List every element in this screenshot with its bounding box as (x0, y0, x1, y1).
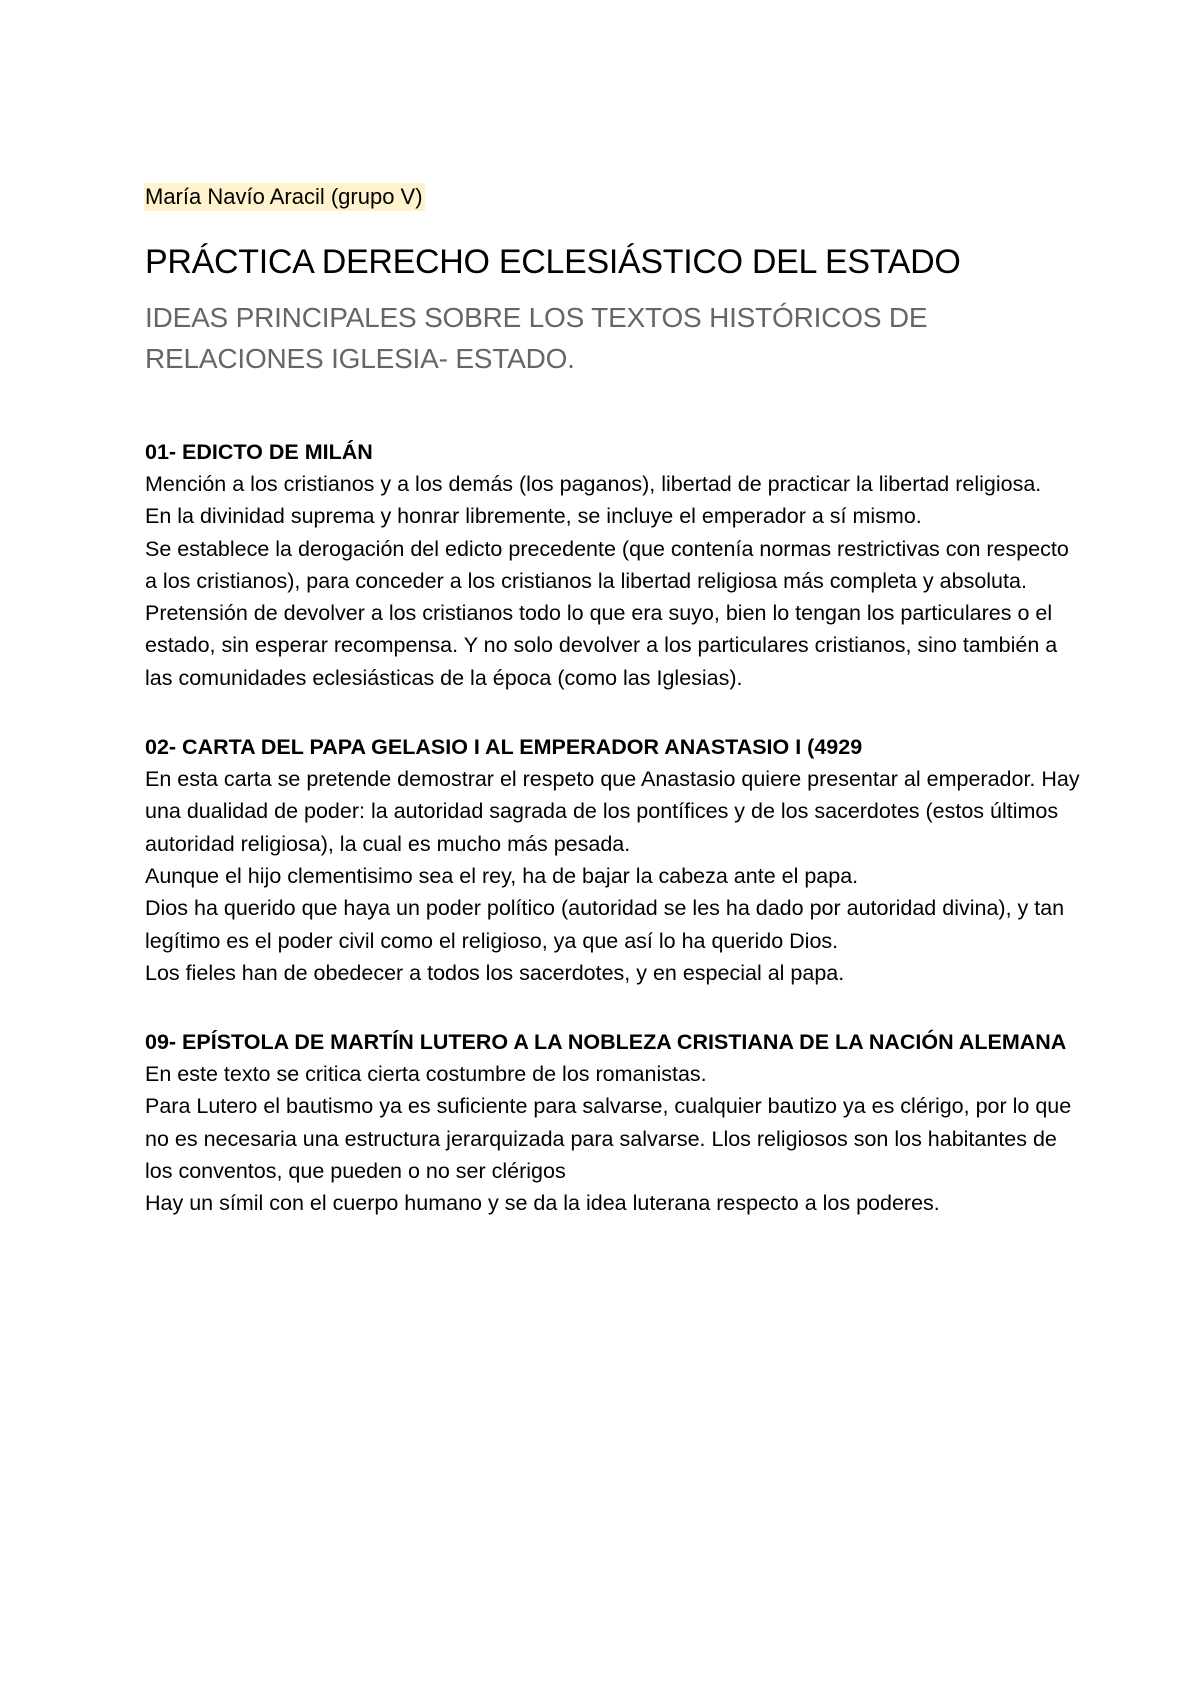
paragraph: En esta carta se pretende demostrar el respeto que Anastasio quiere presentar al emperador. Hay una dualidad de poder: la autoridad sagrada de los pontífices y de los sacerdotes (estos últimos autoridad religiosa), la cual es mucho más pesada. (145, 767, 1080, 856)
section-heading: 02- CARTA DEL PAPA GELASIO I AL EMPERADOR ANASTASIO I (4929 (145, 735, 863, 760)
paragraph: Para Lutero el bautismo ya es suficiente para salvarse, cualquier bautizo ya es clérigo, por lo que no es necesaria una estructura jerarquizada para salvarse. Llos religiosos son los habitantes de los conventos, que pueden o no ser clérigos (145, 1094, 1072, 1184)
document-subtitle: IDEAS PRINCIPALES SOBRE LOS TEXTOS HISTÓRICOS DE RELACIONES IGLESIA- ESTADO. (145, 302, 928, 374)
paragraph: Dios ha querido que haya un poder político (autoridad se les ha dado por autoridad divina), y tan legítimo es el poder civil como el religioso, ya que así lo ha querido Dios. (145, 896, 1065, 953)
author-name: María Navío Aracil (grupo V) (145, 184, 423, 209)
paragraph: Mención a los cristianos y a los demás (los paganos), libertad de practicar la libertad religiosa. (145, 472, 1042, 496)
section-epistola-lutero (145, 1026, 1085, 1219)
document-page (145, 183, 1085, 1220)
section-carta-papa-gelasio (145, 731, 1085, 989)
paragraph: Se establece la derogación del edicto precedente (que contenía normas restrictivas con respecto a los cristianos), para conceder a los cristianos la libertad religiosa más completa y absoluta. (145, 536, 1069, 593)
paragraph: Pretensión de devolver a los cristianos todo lo que era suyo, bien lo tengan los particulares o el estado, sin esperar recompensa. Y no solo devolver a los particulares cristianos, sino también a las comunidades eclesiásticas de la época (como las Iglesias). (145, 601, 1058, 690)
paragraph: Aunque el hijo clementisimo sea el rey, ha de bajar la cabeza ante el papa. (145, 863, 859, 888)
section-edicto-de-milan (145, 436, 1085, 694)
paragraph: Los fieles han de obedecer a todos los sacerdotes, y en especial al papa. (145, 960, 845, 985)
paragraph: Hay un símil con el cuerpo humano y se da la idea luterana respecto a los poderes. (145, 1191, 940, 1216)
paragraph: En la divinidad suprema y honrar libremente, se incluye el emperador a sí mismo. (145, 504, 922, 529)
section-heading: 01- EDICTO DE MILÁN (145, 440, 373, 464)
section-heading: 09- EPÍSTOLA DE MARTÍN LUTERO A LA NOBLEZA CRISTIANA DE LA NACIÓN ALEMANA (145, 1030, 1067, 1055)
document-title: PRÁCTICA DERECHO ECLESIÁSTICO DEL ESTADO (145, 243, 961, 281)
author-line (145, 183, 1085, 211)
paragraph: En este texto se critica cierta costumbre de los romanistas. (145, 1062, 707, 1087)
